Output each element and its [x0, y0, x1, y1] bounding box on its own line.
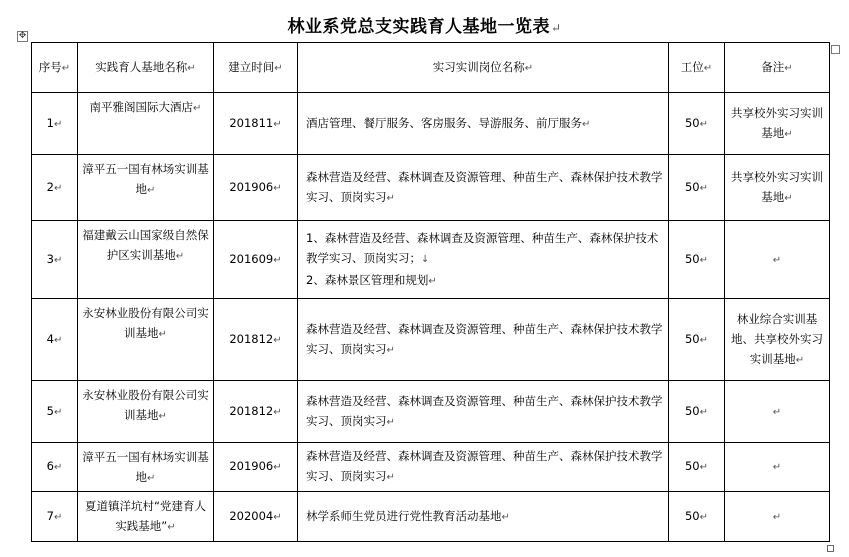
position-text: 森林营造及经营、森林调查及资源管理、种苗生产、森林保护技术教学实习、顶岗实习: [306, 449, 663, 483]
established-date: 201812: [229, 331, 274, 346]
position-text: 1、森林营造及经营、森林调查及资源管理、种苗生产、森林保护技术教学实习、顶岗实习；: [306, 230, 659, 265]
cell-end-mark-icon: ↵: [772, 406, 782, 418]
cell-end-mark-icon: ↵: [273, 182, 282, 194]
table-row: [32, 155, 830, 221]
cell-end-mark-icon: ↵: [699, 511, 709, 523]
cell-end-mark-icon: ↵: [699, 254, 709, 266]
table-header-row: [32, 43, 830, 93]
cell-end-mark-icon: ↵: [772, 462, 782, 473]
cell-end-mark-icon: ↵: [784, 192, 793, 204]
slots-cell: [669, 299, 725, 381]
column-header-label: 实习实训岗位名称: [432, 59, 525, 74]
positions-cell: [298, 299, 669, 381]
column-header: [298, 43, 669, 93]
note-cell: [725, 492, 830, 542]
column-header: [725, 43, 830, 93]
position-line: [306, 319, 664, 361]
base-name: 永安林业股份有限公司实训基地: [82, 306, 209, 340]
cell-end-mark-icon: ↵: [158, 411, 167, 422]
positions-cell: [298, 492, 669, 542]
cell-end-mark-icon: ↵: [273, 406, 282, 418]
position-line: [306, 270, 664, 292]
position-text: 林学系师生党员进行党性教育活动基地: [306, 508, 502, 523]
cell-end-mark-icon: ↵: [147, 473, 156, 484]
base-name-cell: [78, 299, 214, 381]
slots-value: 50: [684, 459, 700, 473]
base-name: 永安林业股份有限公司实训基地: [82, 388, 209, 422]
base-name-cell: [78, 492, 214, 542]
positions-cell: [298, 221, 669, 299]
position-text: 森林营造及经营、森林调查及资源管理、种苗生产、森林保护技术教学实习、顶岗实习: [306, 169, 663, 204]
table-resize-handle[interactable]: [827, 545, 834, 552]
established-date-cell: [214, 492, 298, 542]
slots-cell: [669, 221, 725, 299]
cell-end-mark-icon: ↵: [273, 118, 282, 130]
base-name: 漳平五一国有林场实训基地: [82, 450, 209, 484]
base-name: 南平雅阁国际大酒店: [89, 100, 194, 114]
cell-end-mark-icon: ↵: [386, 416, 395, 428]
cell-end-mark-icon: ↵: [428, 275, 437, 287]
position-text: 2、森林景区管理和规划: [306, 272, 429, 287]
cell-end-mark-icon: ↵: [53, 182, 63, 194]
established-date-cell: [214, 381, 298, 443]
table-row: [32, 443, 830, 492]
position-text: 森林营造及经营、森林调查及资源管理、种苗生产、森林保护技术教学实习、顶岗实习: [306, 321, 663, 356]
slots-cell: [669, 93, 725, 155]
cell-end-mark-icon: ↵: [524, 62, 534, 74]
base-name-cell: [78, 381, 214, 443]
cell-end-mark-icon: ↵: [273, 462, 282, 473]
line-break-icon: ↓: [421, 253, 430, 265]
note-cell: [725, 299, 830, 381]
positions-cell: [298, 381, 669, 443]
note-cell: [725, 93, 830, 155]
position-line: [306, 391, 664, 433]
cell-end-mark-icon: ↵: [582, 118, 591, 130]
slots-value: 50: [684, 331, 700, 346]
established-date: 201906: [229, 179, 274, 194]
cell-end-mark-icon: ↵: [699, 118, 709, 130]
row-number: 4: [46, 331, 54, 346]
column-header-label: 实践育人基地名称: [95, 59, 188, 74]
table-row: [32, 299, 830, 381]
cell-end-mark-icon: ↵: [53, 254, 63, 266]
practice-base-table: [31, 42, 830, 542]
cell-end-mark-icon: ↵: [273, 334, 282, 346]
position-line: [306, 113, 664, 135]
note-text: 共享校外实习实训基地: [731, 169, 823, 204]
row-number: 5: [46, 403, 54, 418]
position-line: [306, 167, 664, 209]
established-date: 201906: [229, 459, 274, 473]
established-date: 202004: [229, 508, 274, 523]
positions-cell: [298, 155, 669, 221]
note-cell: [725, 443, 830, 492]
slots-cell: [669, 443, 725, 492]
note-cell: [725, 155, 830, 221]
table-row: [32, 492, 830, 542]
column-header: [32, 43, 78, 93]
document-title: 林业系党总支实践育人基地一览表↵: [287, 17, 562, 37]
position-text: 酒店管理、餐厅服务、客房服务、导游服务、前厅服务: [306, 115, 582, 130]
established-date-cell: [214, 221, 298, 299]
row-number-cell: [32, 93, 78, 155]
paragraph-mark-icon: ↵: [550, 21, 562, 35]
row-number-cell: [32, 221, 78, 299]
row-number-cell: [32, 381, 78, 443]
note-cell: [725, 221, 830, 299]
cell-end-mark-icon: ↵: [158, 329, 167, 340]
row-number: 6: [46, 459, 54, 473]
cell-end-mark-icon: ↵: [53, 511, 63, 523]
cell-end-mark-icon: ↵: [193, 103, 202, 114]
slots-cell: [669, 492, 725, 542]
position-line: [306, 228, 664, 270]
position-line: [306, 506, 664, 528]
cell-end-mark-icon: ↵: [703, 62, 713, 74]
established-date: 201609: [229, 251, 274, 266]
cell-end-mark-icon: ↵: [167, 522, 176, 533]
cell-end-mark-icon: ↵: [53, 406, 63, 418]
table-row: [32, 221, 830, 299]
slots-value: 50: [684, 115, 700, 130]
slots-value: 50: [684, 179, 700, 194]
row-number-cell: [32, 492, 78, 542]
base-name-cell: [78, 93, 214, 155]
column-header: [669, 43, 725, 93]
column-header-label: 序号: [38, 59, 62, 74]
cell-end-mark-icon: ↵: [699, 182, 709, 194]
cell-end-mark-icon: ↵: [187, 62, 196, 74]
cell-end-mark-icon: ↵: [772, 511, 782, 523]
slots-value: 50: [684, 403, 700, 418]
base-name-cell: [78, 155, 214, 221]
cell-end-mark-icon: ↵: [273, 511, 282, 523]
column-header-label: 备注: [761, 59, 785, 74]
row-number: 7: [46, 508, 54, 523]
cell-end-mark-icon: ↵: [274, 62, 283, 74]
cell-end-mark-icon: ↵: [784, 128, 793, 140]
base-name-cell: [78, 443, 214, 492]
cell-end-mark-icon: ↵: [53, 334, 63, 346]
slots-value: 50: [684, 508, 700, 523]
base-name: 福建戴云山国家级自然保护区实训基地: [82, 228, 209, 262]
row-number: 1: [46, 115, 54, 130]
cell-end-mark-icon: ↵: [386, 472, 395, 483]
cell-end-mark-icon: ↵: [273, 254, 282, 266]
established-date-cell: [214, 443, 298, 492]
column-header: [214, 43, 298, 93]
cell-end-mark-icon: ↵: [61, 62, 71, 74]
cell-end-mark-icon: ↵: [53, 118, 63, 130]
note-text: 共享校外实习实训基地: [731, 105, 823, 140]
row-number-cell: [32, 299, 78, 381]
established-date-cell: [214, 93, 298, 155]
row-number: 3: [46, 251, 54, 266]
position-text: 森林营造及经营、森林调查及资源管理、种苗生产、森林保护技术教学实习、顶岗实习: [306, 393, 663, 428]
note-cell: [725, 381, 830, 443]
cell-end-mark-icon: ↵: [386, 344, 395, 356]
cell-end-mark-icon: ↵: [147, 185, 156, 196]
established-date-cell: [214, 299, 298, 381]
slots-cell: [669, 381, 725, 443]
row-number: 2: [46, 179, 54, 194]
base-name-cell: [78, 221, 214, 299]
cell-end-mark-icon: ↵: [699, 406, 709, 418]
cell-end-mark-icon: ↵: [53, 462, 63, 473]
cell-end-mark-icon: ↵: [386, 192, 395, 204]
column-header-label: 建立时间: [228, 59, 275, 74]
cell-end-mark-icon: ↵: [501, 511, 510, 523]
table-move-handle-icon[interactable]: ✥: [18, 31, 27, 41]
table-row: [32, 381, 830, 443]
base-name: 夏道镇洋坑村“党建育人实践基地”: [85, 499, 206, 533]
positions-cell: [298, 443, 669, 492]
column-header: [78, 43, 214, 93]
established-date: 201811: [229, 115, 274, 130]
base-name: 漳平五一国有林场实训基地: [82, 162, 209, 196]
cell-end-mark-icon: ↵: [772, 254, 782, 266]
column-header-label: 工位: [680, 59, 704, 74]
cell-end-mark-icon: ↵: [175, 251, 185, 262]
positions-cell: [298, 93, 669, 155]
row-number-cell: [32, 443, 78, 492]
established-date: 201812: [229, 403, 274, 418]
note-text: 林业综合实训基地、共享校外实习实训基地: [731, 311, 823, 366]
cell-end-mark-icon: ↵: [784, 62, 793, 74]
cell-end-mark-icon: ↵: [795, 354, 805, 366]
position-line: [306, 446, 664, 488]
slots-cell: [669, 155, 725, 221]
slots-value: 50: [684, 251, 700, 266]
cell-end-mark-icon: ↵: [699, 462, 709, 473]
row-number-cell: [32, 155, 78, 221]
row-end-mark-icon: [831, 45, 840, 54]
table-row: [32, 93, 830, 155]
established-date-cell: [214, 155, 298, 221]
cell-end-mark-icon: ↵: [699, 334, 709, 346]
